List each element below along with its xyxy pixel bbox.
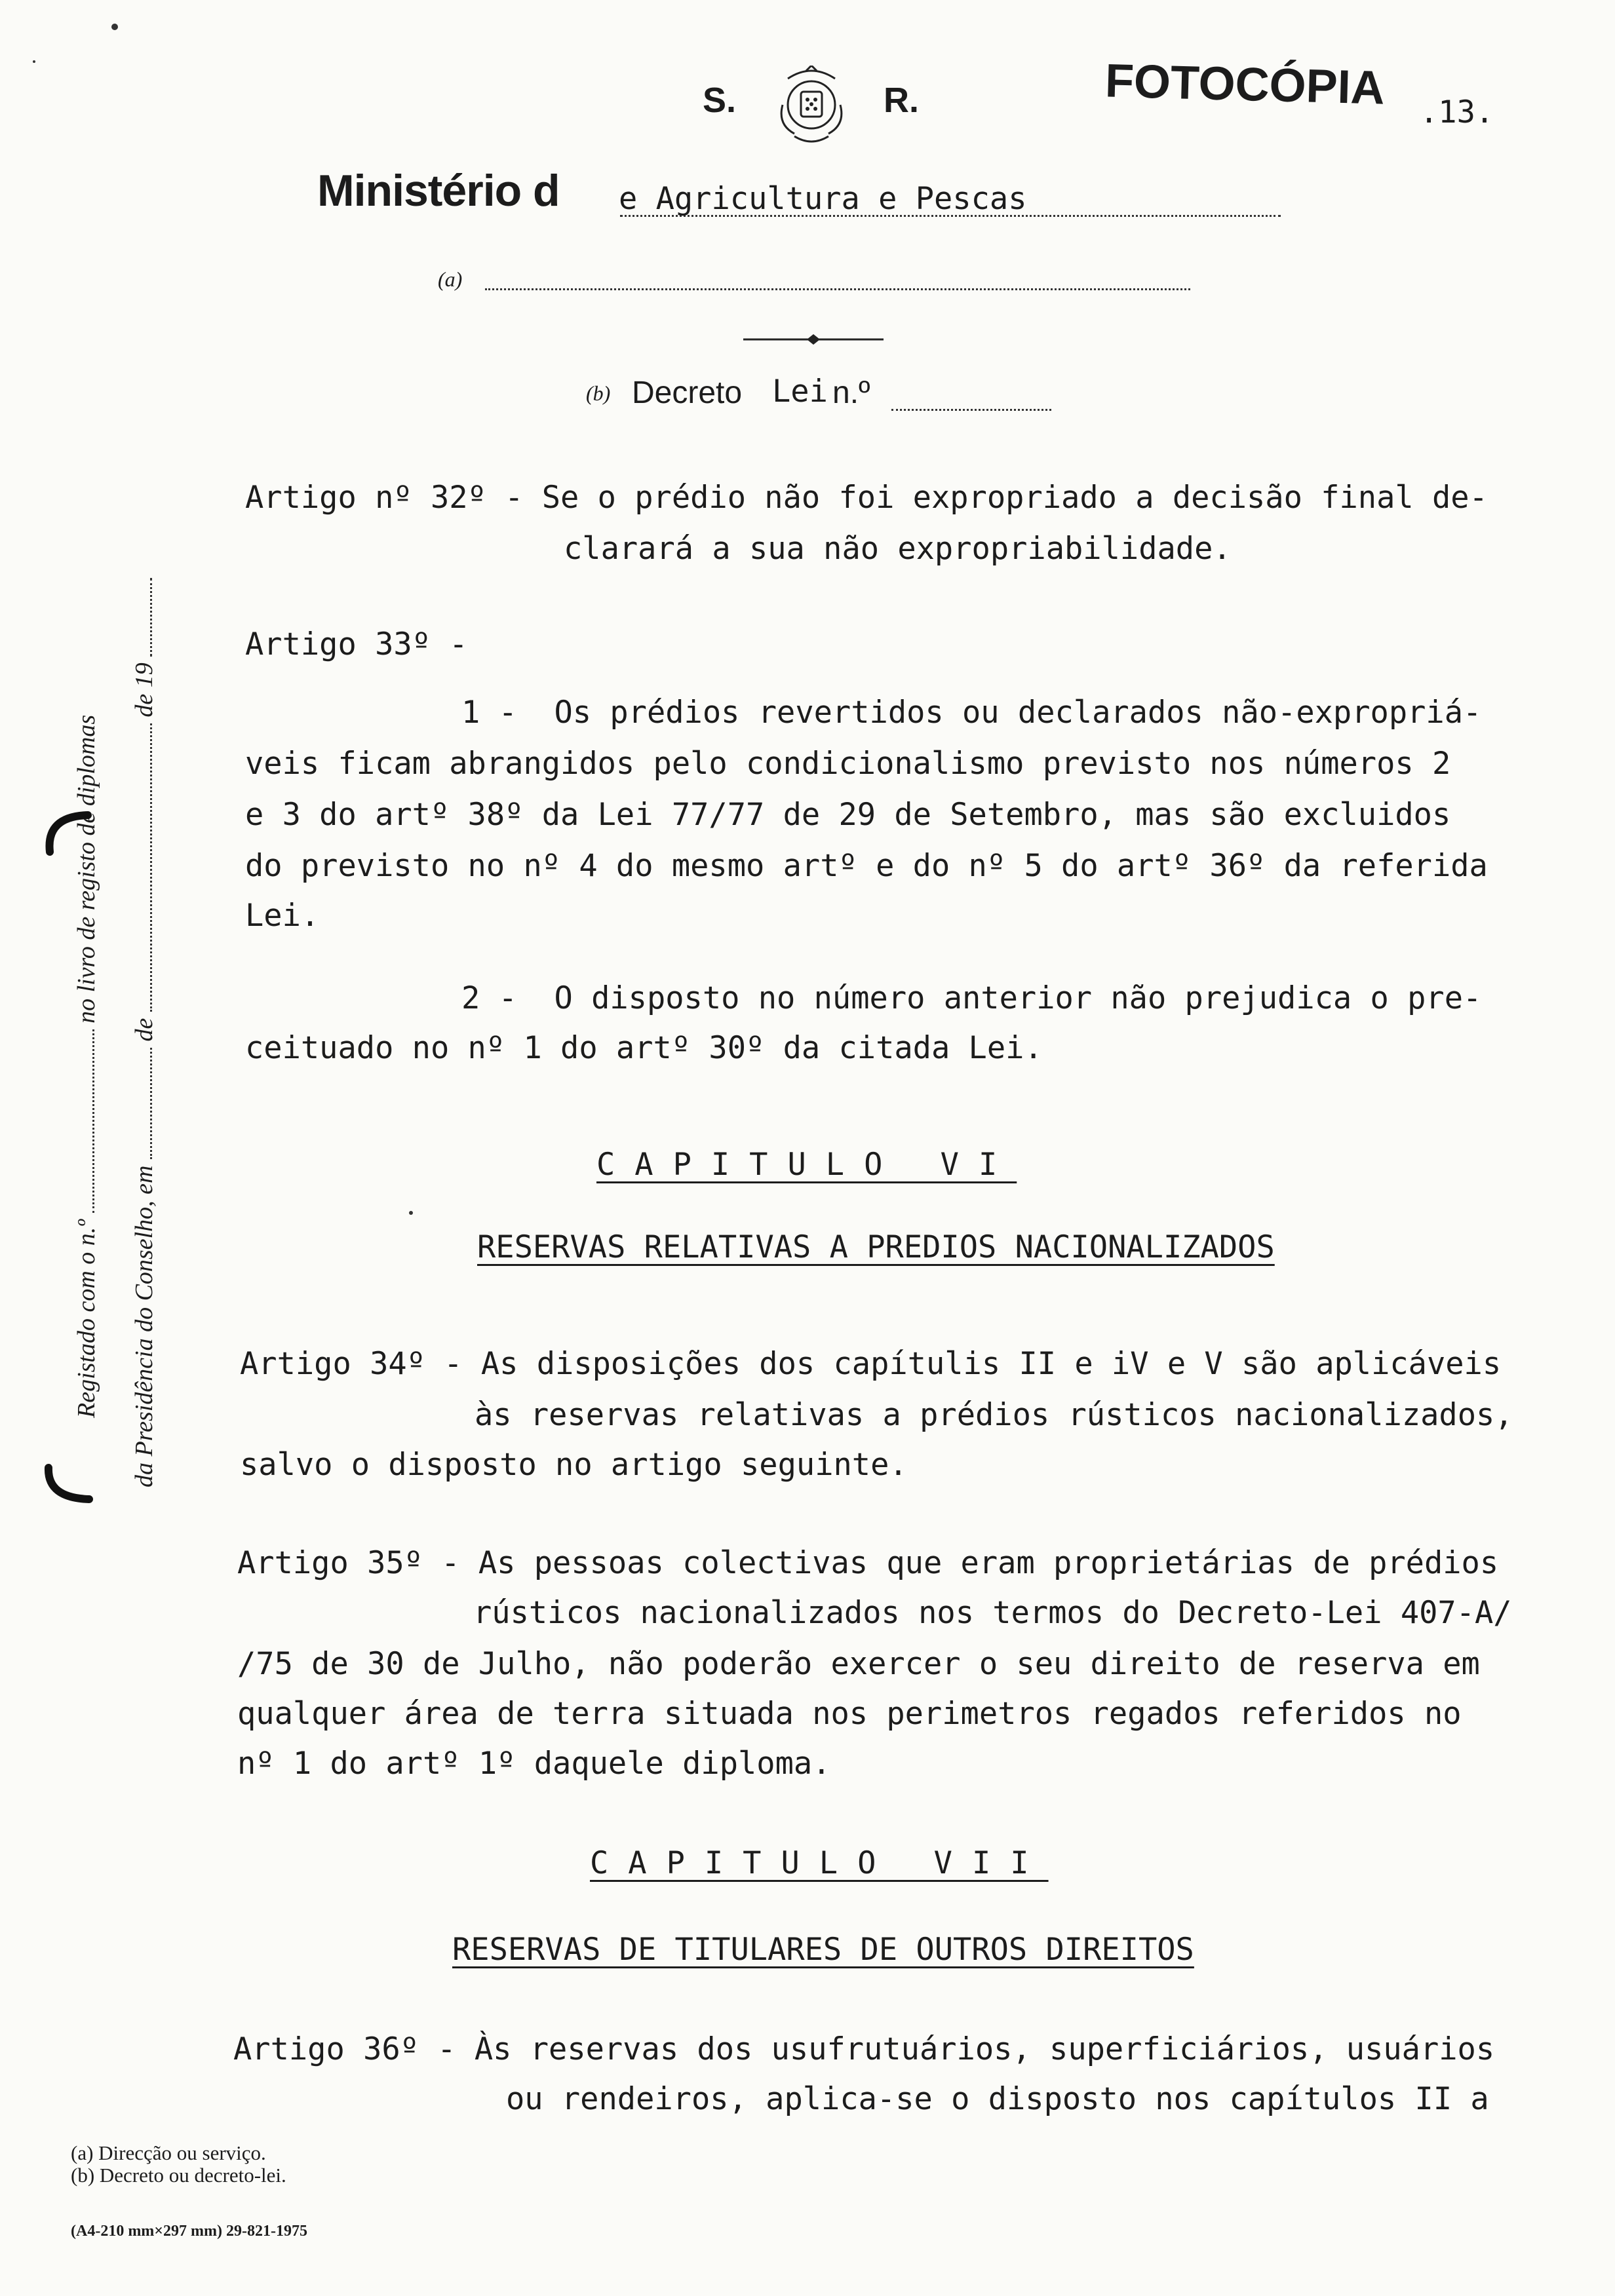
chapter-7-title: RESERVAS DE TITULARES DE OUTROS DIREITOS: [452, 1932, 1194, 1968]
article-35-line-2: rústicos nacionalizados nos termos do Decreto-Lei 407-A/: [473, 1595, 1512, 1631]
article-34-line-1: Artigo 34º - As disposições dos capítulis II e iV e V são aplicáveis: [240, 1346, 1502, 1382]
label-b: (b): [586, 381, 611, 405]
margin-register-line-1: Registado com o n.º no livro de registo de diplomas: [73, 714, 100, 1418]
article-32-line-1: Artigo nº 32º - Se o prédio não foi expropriado a decisão final de-: [245, 480, 1488, 516]
decree-type: Lei: [772, 373, 828, 410]
margin-bracket-icon: [42, 810, 94, 856]
chapter-7-heading: CAPITULO VII: [590, 1845, 1049, 1881]
article-35-line-4: qualquer área de terra situada nos perimetros regados referidos no: [237, 1696, 1462, 1732]
seal-left-letter: S.: [703, 81, 737, 120]
chapter-6-title: RESERVAS RELATIVAS A PREDIOS NACIONALIZADOS: [477, 1229, 1275, 1265]
photocopy-stamp: FOTOCÓPIA: [1104, 54, 1386, 115]
article-35-line-5: nº 1 do artº 1º daquele diploma.: [237, 1746, 831, 1782]
article-36-line-2: ou rendeiros, aplica-se o disposto nos capítulos II a: [506, 2081, 1489, 2117]
service-line: [485, 288, 1190, 290]
article-32-line-2: clarará a sua não expropriabilidade.: [564, 531, 1232, 567]
footnote-a: (a) Direcção ou serviço.: [71, 2141, 266, 2164]
speck: [409, 1211, 413, 1215]
article-34-line-3: salvo o disposto no artigo seguinte.: [240, 1447, 908, 1483]
decree-word: Decreto: [632, 375, 743, 410]
seal-right-letter: R.: [884, 81, 919, 120]
label-a: (a): [438, 267, 463, 291]
chapter-6-heading: CAPITULO VI: [596, 1147, 1017, 1183]
ministry-line: [317, 165, 1281, 228]
speck: [33, 60, 35, 63]
paragraph-1-line-2: veis ficam abrangidos pelo condicionalismo previsto nos números 2: [245, 746, 1451, 782]
margin-register-line-2: da Presidência do Conselho, em de de 19: [130, 578, 159, 1487]
decree-line: [586, 375, 1051, 421]
paragraph-1-line-3: e 3 do artº 38º da Lei 77/77 de 29 de Setembro, mas são excluidos: [245, 797, 1451, 833]
margin-bracket-icon: [43, 1464, 96, 1503]
ministry-prefix: Ministério d: [317, 166, 560, 216]
decree-number-label: n.º: [832, 375, 870, 410]
article-34-line-2: às reservas relativas a prédios rústicos nacionalizados,: [475, 1397, 1513, 1433]
footnote-b: (b) Decreto ou decreto-lei.: [71, 2164, 286, 2187]
divider-ornament: [743, 332, 884, 347]
article-36-line-1: Artigo 36º - Às reservas dos usufrutuários, superficiários, usuários: [233, 2031, 1495, 2067]
paragraph-2-line-2: ceituado no nº 1 do artº 30º da citada Lei.: [245, 1030, 1043, 1066]
form-code: (A4-210 mm×297 mm) 29-821-1975: [71, 2223, 307, 2240]
page-number: .13.: [1420, 94, 1494, 130]
speck: [111, 24, 118, 30]
paragraph-1-line-5: Lei.: [245, 898, 320, 934]
ministry-name: e Agricultura e Pescas: [619, 181, 1027, 217]
coat-of-arms-icon: [768, 66, 855, 148]
paragraph-1-line-4: do previsto no nº 4 do mesmo artº e do nº 5 do artº 36º da referida: [245, 848, 1488, 884]
paragraph-1-line-1: 1 - Os prédios revertidos ou declarados não-expropriá-: [461, 695, 1482, 731]
article-35-line-3: /75 de 30 de Julho, não poderão exercer o seu direito de reserva em: [237, 1646, 1480, 1682]
article-33-heading: Artigo 33º -: [245, 626, 468, 662]
paragraph-2-line-1: 2 - O disposto no número anterior não prejudica o pre-: [461, 980, 1482, 1016]
article-35-line-1: Artigo 35º - As pessoas colectivas que eram proprietárias de prédios: [237, 1545, 1499, 1581]
